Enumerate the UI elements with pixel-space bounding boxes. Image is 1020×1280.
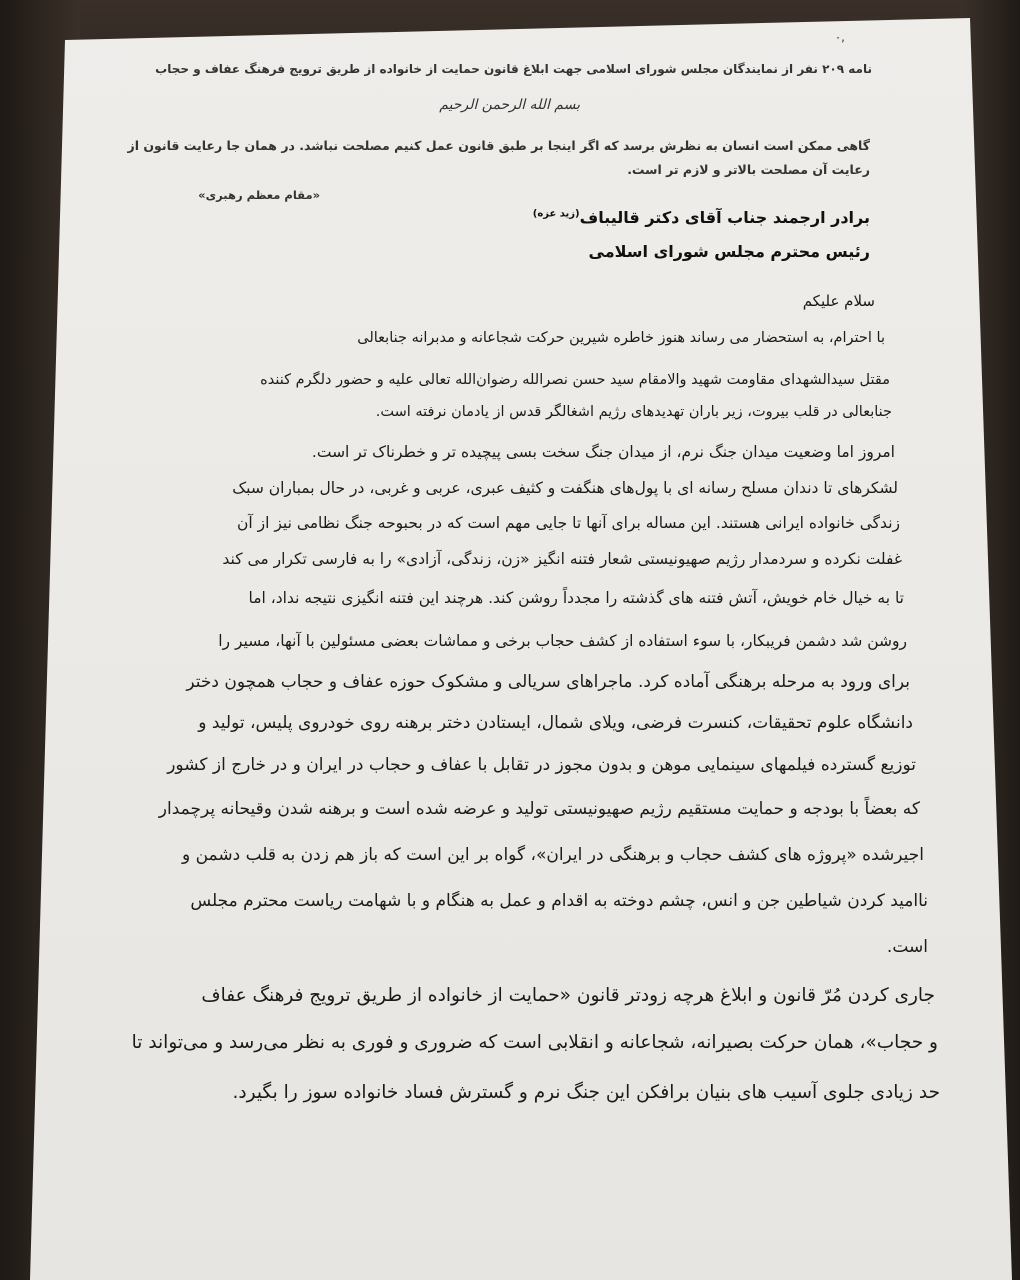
body-line: و حجاب»، همان حرکت بصیرانه، شجاعانه و انقلابی است که ضروری و فوری به نظر می‌رسد و می‌تواند تا [131, 1032, 938, 1053]
body-line: غفلت نکرده و سردمدار رژیم صهیونیستی شعار فتنه انگیز «زن، زندگی، آزادی» را به فارسی تکرار می کند [222, 550, 902, 568]
body-line: است. [886, 937, 928, 957]
addressee-line-2: رئیس محترم مجلس شورای اسلامی [588, 242, 870, 261]
body-line: روشن شد دشمن فریبکار، با سوء استفاده از کشف حجاب برخی و مماشات بعضی مسئولین با آنها، مسیر را [218, 632, 907, 650]
body-line: تا به خیال خام خویش، آتش فتنه های گذشته را مجدداً روشن کند. هرچند این فتنه انگیزی نتیجه نداد، اما [248, 589, 904, 607]
addressee-name: برادر ارجمند جناب آقای دکتر قالیباف [579, 208, 870, 227]
body-line: حد زیادی جلوی آسیب های بنیان برافکن این جنگ نرم و گسترش فساد خانواده سوز را بگیرد. [232, 1082, 940, 1103]
body-line: مقتل سیدالشهدای مقاومت شهید والامقام سید حسن نصرالله رضوان‌الله تعالی علیه و حضور دلگرم کننده [260, 372, 890, 388]
body-line: جاری کردن مُرّ قانون و ابلاغ هرچه زودتر قانون «حمایت از خانواده از طریق ترویج فرهنگ عفاف [201, 985, 935, 1006]
addressee-line-1 [533, 208, 870, 227]
body-line: توزیع گسترده فیلمهای سینمایی موهن و بدون مجوز در تقابل با عفاف و حجاب در ایران و در خارج از کشور [167, 755, 916, 775]
body-line: ناامید کردن شیاطین جن و انس، چشم دوخته به اقدام و عمل به هنگام و با شهامت ریاست محترم مجلس [190, 891, 928, 911]
bismillah: بسم الله الرحمن الرحیم [439, 97, 580, 113]
body-line: جنابعالی در قلب بیروت، زیر باران تهدیدهای رژیم اشغالگر قدس از یادمان نرفته است. [375, 404, 892, 420]
greeting: سلام علیکم [802, 292, 875, 310]
body-line: دانشگاه علوم تحقیقات، کنسرت فرضی، ویلای شمال، ایستادن دختر برهنه روی خودروی پلیس، تولید و [198, 713, 913, 733]
body-line: لشکرهای تا دندان مسلح رسانه ای با پول‌های هنگفت و کثیف عبری، عربی و غربی، در حال بمباران سبک [232, 479, 898, 497]
body-line: برای ورود به مرحله برهنگی آماده کرد. ماجراهای سریالی و مشکوک حوزه عفاف و حجاب همچون دختر [186, 672, 910, 692]
body-line: امروز اما وضعیت میدان جنگ نرم، از میدان جنگ سخت بسی پیچیده تر و خطرناک تر است. [311, 443, 895, 461]
addressee-honorific: (زید عزه) [532, 208, 580, 220]
corner-mark: ۰, [834, 30, 845, 44]
quote-line-1: گاهی ممکن است انسان به نظرش برسد که اگر اینجا بر طبق قانون عمل کنیم مصلحت نباشد. در همان جا رعایت قانون از [127, 138, 870, 153]
body-line: با احترام، به استحضار می رساند هنوز خاطره شیرین حرکت شجاعانه و مدبرانه جنابعالی [357, 330, 885, 346]
quote-line-2: رعایت آن مصلحت بالاتر و لازم تر است. [627, 162, 870, 177]
quote-source: «مقام معظم رهبری» [198, 188, 320, 202]
body-line: که بعضاً با بودجه و حمایت مستقیم رژیم صهیونیستی تولید و عرضه شده است و برهنه شدن وقیحانه پرچمدار [158, 799, 920, 819]
body-line: اجیرشده «پروژه های کشف حجاب و برهنگی در ایران»، گواه بر این است که باز هم زدن به قلب دشمن و [181, 845, 924, 865]
body-line: زندگی خانواده ایرانی هستند. این مساله برای آنها تا جایی مهم است که در بحبوحه جنگ نظامی نیز از آن [237, 514, 900, 532]
letter-header: نامه ۲۰۹ نفر از نمایندگان مجلس شورای اسلامی جهت ابلاغ قانون حمایت از خانواده از طریق ترویج فرهنگ عفاف و حجاب [155, 62, 872, 76]
